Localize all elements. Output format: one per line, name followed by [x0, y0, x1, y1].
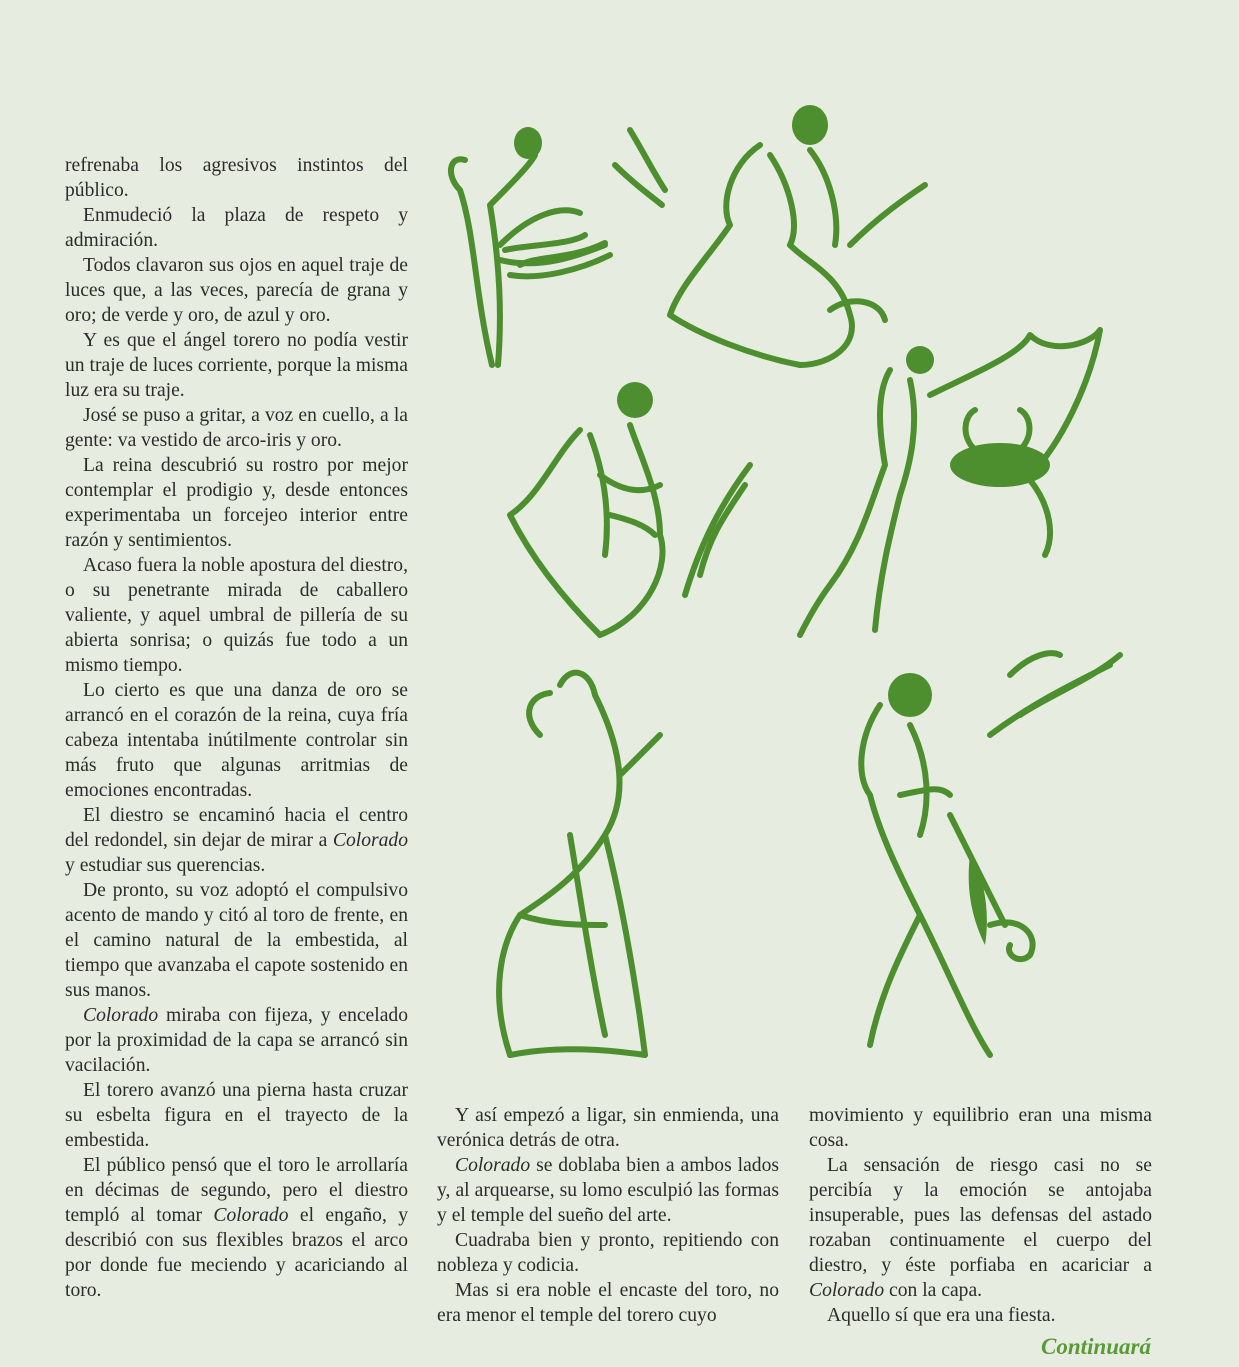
paragraph: José se puso a gritar, a voz en cuello, a la gente: va vestido de arco-iris y oro.	[65, 405, 408, 451]
bull-name: Colorado	[455, 1155, 531, 1176]
bull-name: Colorado	[332, 830, 409, 851]
bull-name: Colorado	[213, 1205, 289, 1226]
matador-sketch-2	[615, 105, 925, 365]
paragraph: El torero avanzó una pierna hasta cruzar su esbelta figura en el trayecto de la embestida.	[65, 1080, 408, 1151]
paragraph: Y así empezó a ligar, sin enmienda, una verónica detrás de otra.	[437, 1105, 779, 1151]
paragraph: refrenaba los agresivos instintos del público.	[65, 155, 408, 201]
paragraph: Y es que el ángel torero no podía vestir un traje de luces corriente, porque la misma luz era su traje.	[65, 330, 408, 401]
paragraph: De pronto, su voz adoptó el compulsivo acento de mando y citó al toro de frente, en el camino natural de la embestida, al tiempo que avanzaba el capote sostenido en sus manos.	[65, 880, 408, 1001]
sketch-svg	[430, 95, 1170, 1085]
paragraph: Mas si era noble el encaste del toro, no era menor el temple del torero cuyo	[437, 1280, 779, 1326]
bull-name: Colorado	[809, 1280, 885, 1301]
text-run: El diestro se encaminó hacia el centro del redondel, sin dejar de mirar a	[65, 805, 408, 851]
text-run: el engaño, y describió con sus flexibles brazos el arco por donde fue meciendo y acariciando al toro.	[65, 1205, 409, 1301]
text-run: con la capa.	[889, 1280, 983, 1301]
text-column-right	[809, 1103, 1152, 1328]
matador-sketch-6	[861, 653, 1120, 1055]
paragraph: Enmudeció la plaza de respeto y admiración.	[65, 205, 408, 251]
paragraph	[809, 1153, 1152, 1303]
paragraph	[65, 803, 408, 878]
text-run: miraba con fijeza, y encelado por la proximidad de la capa se arrancó sin vacilación.	[65, 1005, 408, 1076]
paragraph: La reina descubrió su rostro por mejor contemplar el prodigio y, desde entonces experimentaba un forcejeo interior entre razón y sentimientos.	[65, 455, 408, 551]
bull-name: Colorado	[83, 1005, 159, 1026]
text-run: La sensación de riesgo casi no se percibía y la emoción se antojaba insuperable, pues las defensas del astado rozaban continuamente el cuerpo del diestro, y éste porfiaba en acariciar a	[809, 1155, 1152, 1276]
text-column-middle	[437, 1103, 779, 1328]
text-run: El público pensó que el toro le arrollaría en décimas de segundo, pero el diestro templó al tomar	[65, 1155, 408, 1226]
paragraph: Acaso fuera la noble apostura del diestro, o su penetrante mirada de caballero valiente, y aquel umbral de pillería de su abierta sonrisa; o quizás fue todo a un mismo tiempo.	[65, 555, 408, 676]
bullfighter-sketch-illustration	[430, 95, 1170, 1085]
paragraph	[65, 1153, 408, 1303]
text-run: y estudiar sus querencias.	[65, 855, 266, 876]
paragraph	[65, 1003, 408, 1078]
paragraph	[437, 1153, 779, 1228]
text-column-left	[65, 153, 408, 1303]
paragraph: Todos clavaron sus ojos en aquel traje de luces que, a las veces, parecía de grana y oro; de verde y oro, de azul y oro.	[65, 255, 408, 326]
matador-with-bull-sketch	[800, 330, 1100, 635]
continued-label: Continuará	[1041, 1334, 1151, 1359]
text-run: se doblaba bien a ambos lados y, al arquearse, su lomo esculpió las formas y el temple del sueño del arte.	[437, 1155, 779, 1226]
matador-sketch-3	[510, 382, 750, 635]
paragraph: Cuadraba bien y pronto, repitiendo con nobleza y codicia.	[437, 1230, 779, 1276]
matador-sketch-1	[451, 127, 610, 365]
paragraph: Lo cierto es que una danza de oro se arrancó en el corazón de la reina, cuya fría cabeza intentaba inútilmente controlar sin más fruto que algunas arritmias de emociones encontradas.	[65, 680, 408, 801]
matador-sketch-5	[499, 673, 660, 1055]
paragraph: movimiento y equilibrio eran una misma cosa.	[809, 1105, 1152, 1151]
paragraph: Aquello sí que era una fiesta.	[827, 1305, 1056, 1326]
